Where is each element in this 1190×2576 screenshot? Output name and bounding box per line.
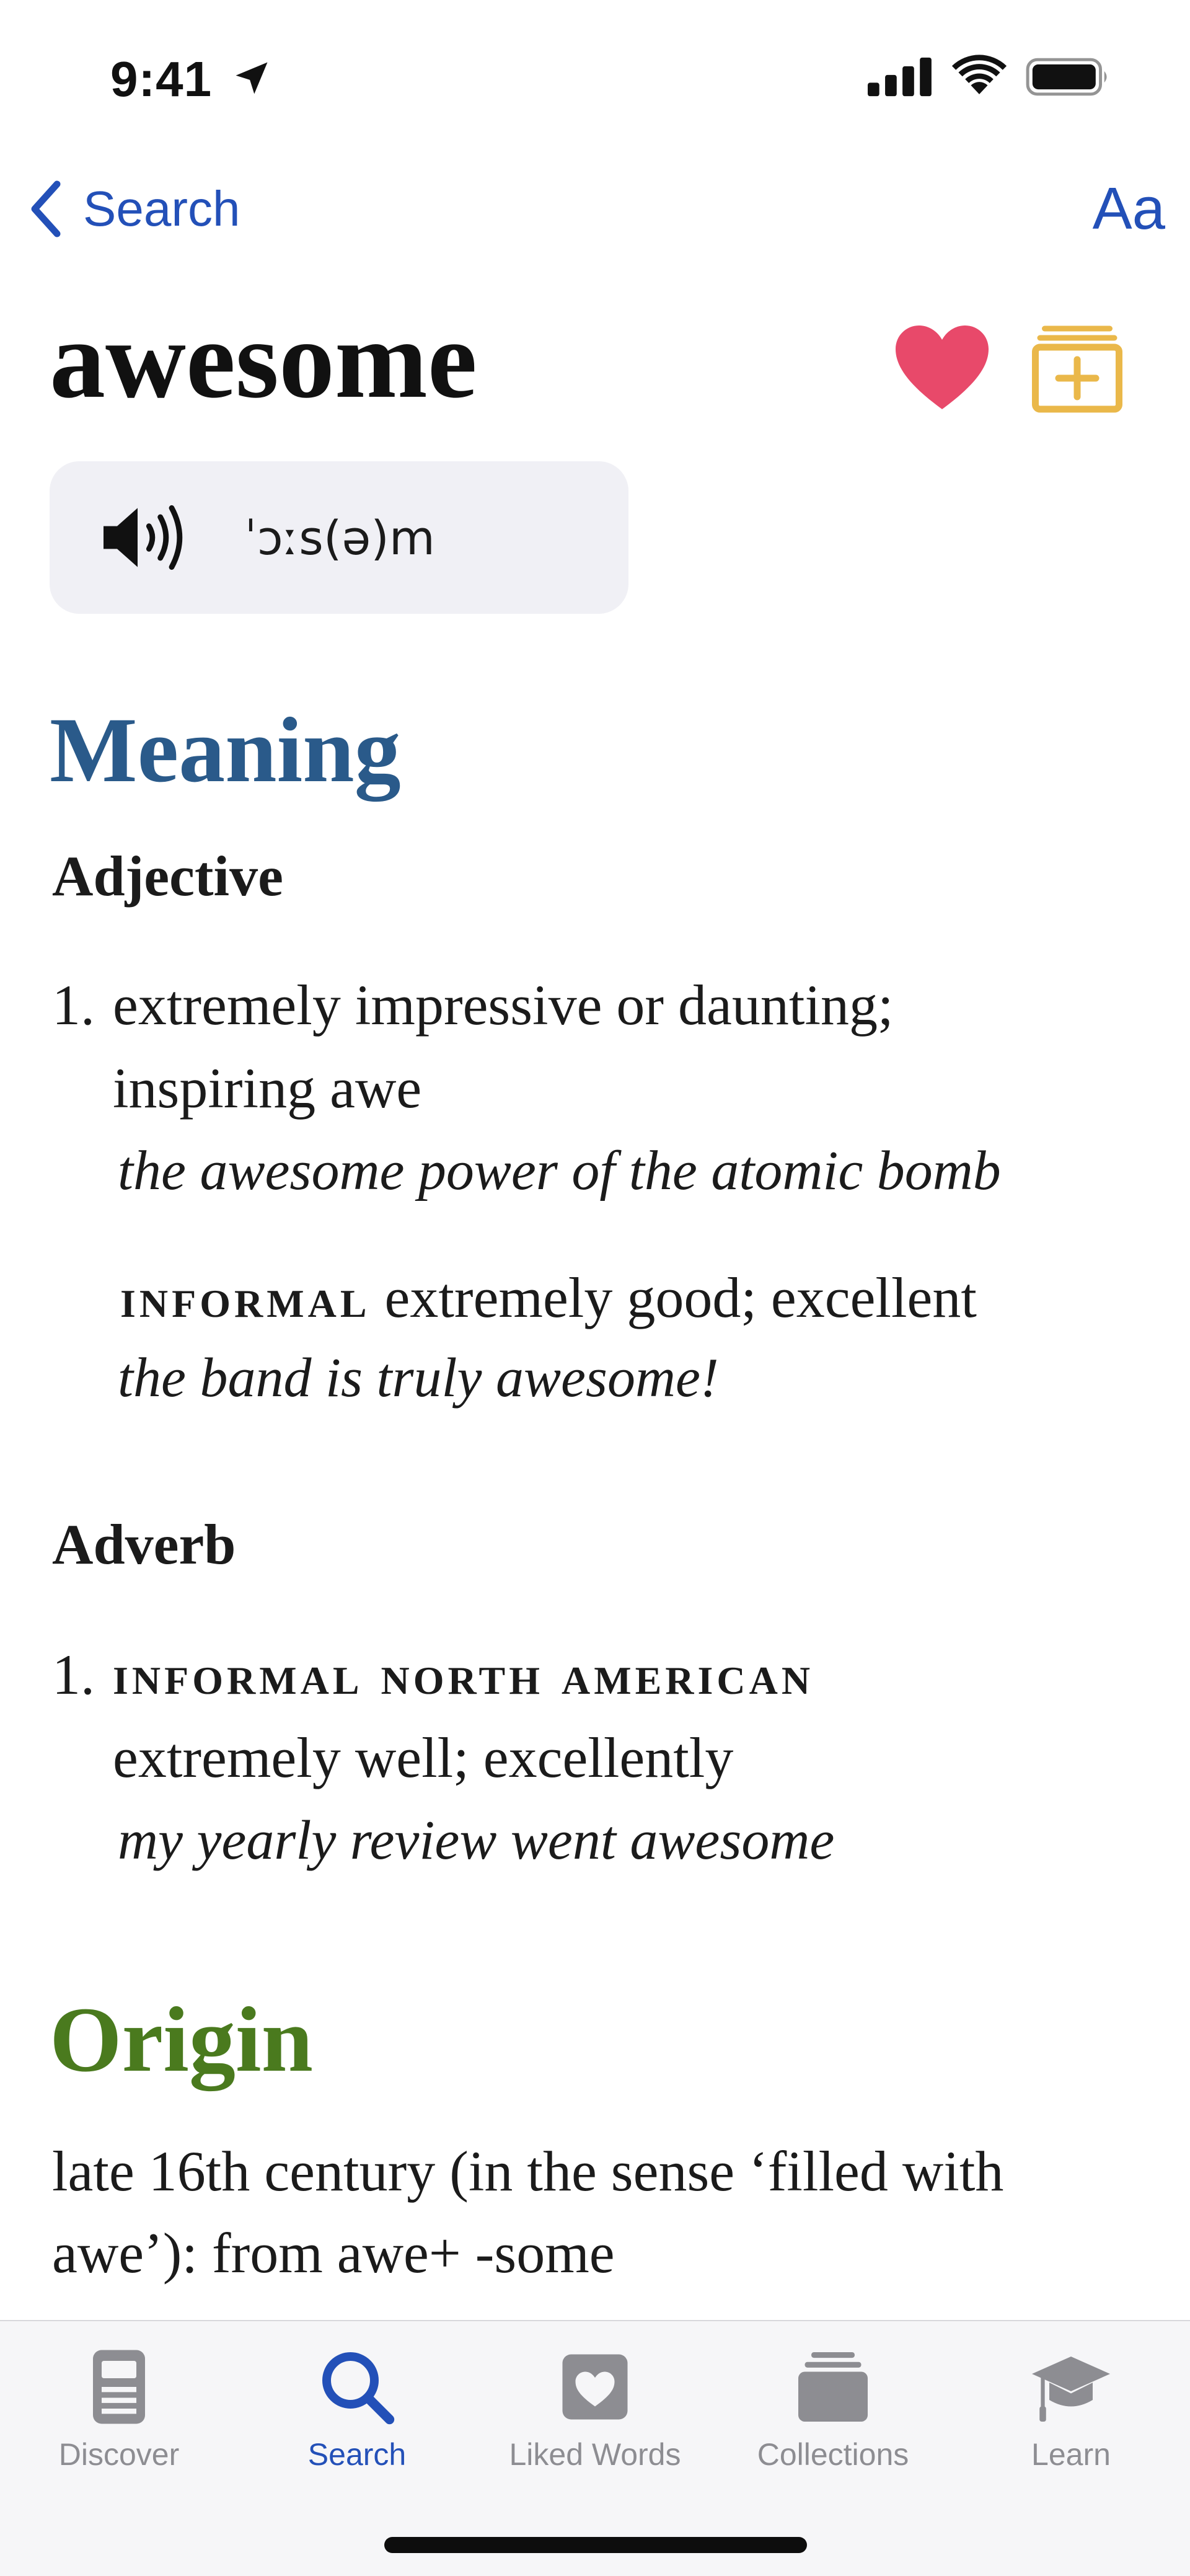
origin-heading: Origin (50, 1988, 314, 2091)
tab-discover[interactable] (0, 2344, 238, 2499)
tab-label: Learn (1031, 2437, 1111, 2472)
register-label: informal north american (113, 1643, 814, 1706)
cellular-signal-icon (868, 57, 933, 97)
meaning-heading: Meaning (50, 699, 401, 802)
liked-words-icon (552, 2344, 638, 2430)
home-indicator[interactable] (384, 2537, 807, 2553)
adjective-example-1: the awesome power of the atomic bomb (118, 1140, 1001, 1202)
status-bar (0, 0, 1190, 155)
adverb-sense-number: 1. (52, 1643, 95, 1706)
adjective-definition-line-2: inspiring awe (113, 1056, 422, 1120)
font-size-button[interactable]: Aa (1092, 175, 1165, 242)
adverb-example: my yearly review went awesome (118, 1810, 835, 1871)
register-label: informal (120, 1266, 371, 1329)
heart-icon[interactable] (892, 322, 992, 415)
tab-label: Liked Words (509, 2437, 681, 2472)
speaker-icon (98, 503, 191, 572)
subsense-definition: extremely good; excellent (384, 1266, 977, 1329)
wifi-icon (951, 53, 1007, 98)
collections-icon (790, 2344, 876, 2430)
origin-line-2: awe’): from awe+ -some (52, 2221, 615, 2285)
adjective-example-2: the band is truly awesome! (118, 1347, 719, 1409)
tab-search[interactable] (238, 2344, 476, 2499)
part-of-speech-adverb: Adverb (52, 1513, 236, 1576)
tab-collections[interactable] (714, 2344, 952, 2499)
origin-line-1: late 16th century (in the sense ‘filled with (52, 2140, 1004, 2203)
search-icon (314, 2344, 400, 2430)
location-arrow-icon (231, 57, 273, 99)
adjective-sense-number: 1. (52, 973, 95, 1037)
adverb-register-label (113, 1634, 814, 1715)
pronunciation-button[interactable] (50, 461, 628, 614)
chevron-left-icon (25, 178, 64, 240)
tab-label: Search (307, 2437, 407, 2472)
back-button[interactable] (25, 175, 240, 243)
back-button-label: Search (83, 181, 240, 236)
adverb-definition: extremely well; excellently (113, 1726, 734, 1789)
tab-label: Discover (58, 2437, 180, 2472)
tab-learn[interactable] (952, 2344, 1190, 2499)
status-time: 9:41 (110, 51, 213, 107)
part-of-speech-adjective: Adjective (52, 844, 283, 908)
add-to-collection-icon[interactable] (1030, 322, 1124, 415)
battery-icon (1026, 57, 1110, 97)
tab-liked-words[interactable] (476, 2344, 714, 2499)
learn-icon (1028, 2344, 1114, 2430)
pronunciation-text: ˈɔːs(ə)m (244, 510, 435, 565)
adjective-definition-line-1: extremely impressive or daunting; (113, 973, 894, 1037)
headword: awesome (50, 298, 477, 421)
tab-label: Collections (757, 2437, 909, 2472)
discover-icon (76, 2344, 162, 2430)
adjective-subsense (120, 1257, 977, 1338)
